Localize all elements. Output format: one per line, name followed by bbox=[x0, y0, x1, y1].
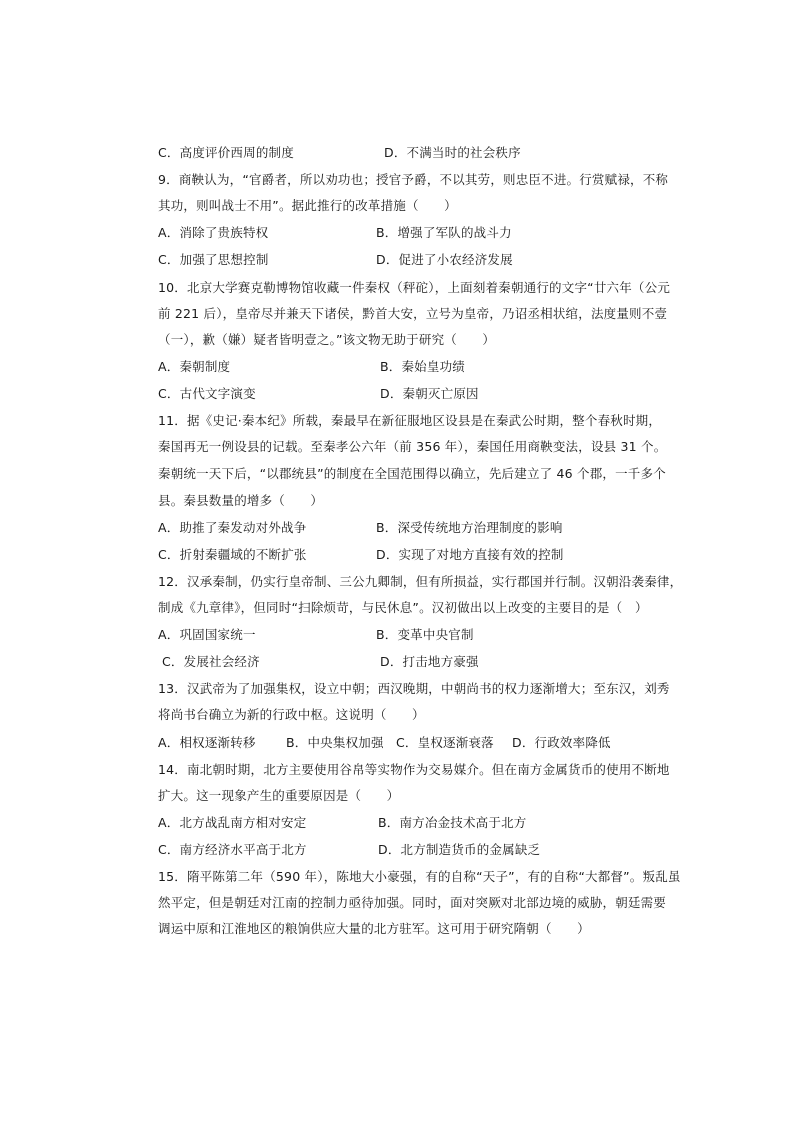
question-15-stem: 15．隋平陈第二年（590 年），陈地大小豪强，有的自称“天子”，有的自称“大都督”。叛乱虽 bbox=[158, 869, 681, 884]
question-14-option-c: C．南方经济水平高于北方 bbox=[158, 842, 307, 857]
question-11-option-d: D．实现了对地方直接有效的控制 bbox=[376, 547, 564, 562]
question-15-stem-cont-1: 然平定，但是朝廷对江南的控制力亟待加强。同时，面对突厥对北部边境的威胁，朝廷需要 bbox=[158, 895, 667, 910]
question-13-stem-cont: 将尚书台确立为新的行政中枢。这说明（ ） bbox=[158, 707, 425, 722]
question-12-option-d: D．打击地方豪强 bbox=[380, 654, 479, 669]
question-13-option-a: A．相权逐渐转移 bbox=[158, 735, 256, 750]
question-11-stem-cont-2: 秦朝统一天下后，“以郡统县”的制度在全国范围得以确立，先后建立了 46 个郡，一千多个 bbox=[158, 466, 666, 481]
question-10-stem-cont-2: （一），歉（嫌）疑者皆明壹之。”该文物无助于研究（ ） bbox=[158, 332, 496, 347]
question-9-stem: 9．商鞅认为，“官爵者，所以劝功也；授官予爵，不以其劳，则忠臣不进。行赏赋禄，不称 bbox=[158, 172, 669, 187]
question-9-option-b: B．增强了军队的战斗力 bbox=[376, 225, 512, 240]
question-10-option-c: C．古代文字演变 bbox=[158, 386, 256, 401]
question-9-option-d: D．促进了小农经济发展 bbox=[376, 252, 513, 267]
question-13-option-b: B．中央集权加强 bbox=[286, 735, 384, 750]
question-10-option-b: B．秦始皇功绩 bbox=[380, 359, 465, 374]
question-10-option-a: A．秦朝制度 bbox=[158, 359, 231, 374]
option-c-prev: C．高度评价西周的制度 bbox=[158, 145, 294, 160]
question-14-option-b: B．南方冶金技术高于北方 bbox=[378, 815, 527, 830]
question-12-option-a: A．巩固国家统一 bbox=[158, 627, 256, 642]
question-11-option-c: C．折射秦疆域的不断扩张 bbox=[158, 547, 307, 562]
question-11-stem-cont-1: 秦国再无一例设县的记载。至秦孝公六年（前 356 年），秦国任用商鞅变法，设县 31 个。 bbox=[158, 439, 667, 454]
question-11-stem: 11．据《史记·秦本纪》所载，秦最早在新征服地区设县是在秦武公时期，整个春秋时期， bbox=[158, 413, 662, 428]
question-12-option-b: B．变革中央官制 bbox=[376, 627, 474, 642]
question-11-option-b: B．深受传统地方治理制度的影响 bbox=[376, 520, 563, 535]
question-13-option-c: C．皇权逐渐衰落 bbox=[396, 735, 494, 750]
question-10-option-d: D．秦朝灭亡原因 bbox=[380, 386, 479, 401]
question-11-option-a: A．助推了秦发动对外战争 bbox=[158, 520, 307, 535]
question-10-stem-cont-1: 前 221 后），皇帝尽并兼天下诸侯，黔首大安，立号为皇帝，乃诏丞相状绾，法度量则不壹 bbox=[158, 306, 668, 321]
question-9-option-a: A．消除了贵族特权 bbox=[158, 225, 269, 240]
question-10-stem: 10．北京大学赛克勒博物馆收藏一件秦权（秤砣），上面刻着秦朝通行的文字“廿六年（公元 bbox=[158, 280, 671, 295]
question-9-stem-cont: 其功，则叫战士不用”。据此推行的改革措施（ ） bbox=[158, 198, 457, 213]
question-13-option-d: D．行政效率降低 bbox=[512, 735, 611, 750]
question-12-stem: 12．汉承秦制，仍实行皇帝制、三公九卿制，但有所损益，实行郡国并行制。汉朝沿袭秦律， bbox=[158, 574, 683, 589]
option-d-prev: D．不满当时的社会秩序 bbox=[384, 145, 521, 160]
question-13-stem: 13．汉武帝为了加强集权，设立中朝；西汉晚期，中朝尚书的权力逐渐增大；至东汉，刘秀 bbox=[158, 681, 670, 696]
question-12-stem-cont: 制成《九章律》，但同时“扫除烦苛，与民休息”。汉初做出以上改变的主要目的是（ ） bbox=[158, 600, 648, 615]
question-14-option-d: D．北方制造货币的金属缺乏 bbox=[378, 842, 541, 857]
question-14-option-a: A．北方战乱南方相对安定 bbox=[158, 815, 307, 830]
question-9-option-c: C．加强了思想控制 bbox=[158, 252, 269, 267]
question-12-option-c: C．发展社会经济 bbox=[162, 654, 260, 669]
question-15-stem-cont-2: 调运中原和江淮地区的粮饷供应大量的北方驻军。这可用于研究隋朝（ ） bbox=[158, 921, 590, 936]
question-11-stem-cont-3: 县。秦县数量的增多（ ） bbox=[158, 493, 324, 508]
question-14-stem-cont: 扩大。这一现象产生的重要原因是（ ） bbox=[158, 788, 400, 803]
question-14-stem: 14．南北朝时期，北方主要使用谷帛等实物作为交易媒介。但在南方金属货币的使用不断地 bbox=[158, 762, 670, 777]
